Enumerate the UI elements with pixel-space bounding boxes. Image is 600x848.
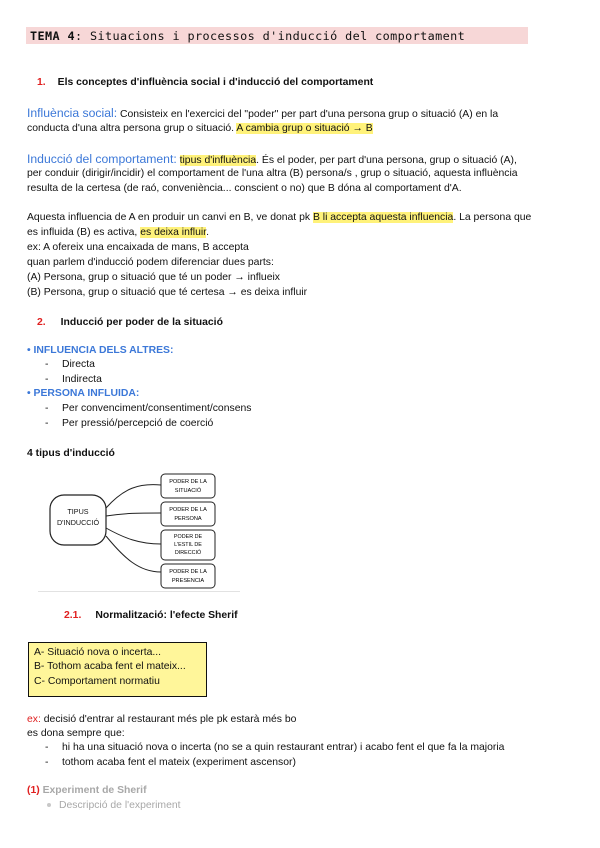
diagram-box-direccio-line1: PODER DE xyxy=(173,534,203,540)
title-prefix: TEMA 4 xyxy=(30,29,76,43)
sherif-item-c: C- Comportament normatiu xyxy=(34,676,160,687)
list-item: - hi ha una situació nova o incerta (no se a quin restaurant entrar) i acabo fent el que fa la majoria xyxy=(45,742,505,753)
experiment-item-text: Descripció de l'experiment xyxy=(59,800,181,811)
para-highlight1: B li accepta aquesta influencia xyxy=(312,212,454,223)
list-item-text: Per pressió/percepció de coerció xyxy=(62,418,214,429)
section-2-1-heading xyxy=(64,610,238,621)
list-item xyxy=(47,800,181,811)
influencia-altres-label: • INFLUENCIA DELS ALTRES: xyxy=(27,345,174,356)
diagram-baseline xyxy=(38,591,240,592)
induccio-line2: per conduir (dirigir/incidir) el comportament de l'una altra (B) persona/s , grup o situació, aquesta influència xyxy=(27,168,518,179)
bullet-icon xyxy=(47,803,51,807)
section-1-number: 1. xyxy=(37,77,46,88)
section-1-title: Els conceptes d'influència social i d'inducció del comportament xyxy=(57,77,374,88)
section-2-1-title: Normalització: l'efecte Sherif xyxy=(95,610,238,621)
list-item-text: Indirecta xyxy=(62,374,102,385)
list-item-text: Per convenciment/consentiment/consens xyxy=(62,403,252,414)
section-2-number: 2. xyxy=(37,317,46,328)
example-line1 xyxy=(27,714,296,725)
list-item: - tothom acaba fent el mateix (experiment ascensor) xyxy=(45,757,296,768)
diagram-box-presencia xyxy=(161,564,215,588)
diagram-box-direccio-line3: DIRECCIÓ xyxy=(174,550,202,556)
influencia-text2: conducta d'una altra persona grup o situació. xyxy=(27,123,237,134)
influencia-text1: Consisteix en l'exercici del "poder" per part d'una persona grup o situació (A) en la xyxy=(117,109,499,120)
para-line5: (A) Persona, grup o situació que té un poder → influeix xyxy=(27,272,280,283)
sherif-item-a: A- Situació nova o incerta... xyxy=(34,647,162,658)
diagram-connector xyxy=(106,536,161,572)
influencia-line1 xyxy=(27,106,498,120)
tipus-heading: 4 tipus d'inducció xyxy=(27,448,115,459)
diagram-center-line1: TIPUS xyxy=(67,507,89,516)
para-text2: es influida (B) es activa, xyxy=(27,227,141,238)
list-item: - Per pressió/percepció de coerció xyxy=(45,418,214,429)
example-label: ex: xyxy=(27,714,41,725)
induccio-line1 xyxy=(27,152,517,166)
diagram-box-persona-line2: PERSONA xyxy=(174,516,202,522)
influencia-highlight: A cambia grup o situació → B xyxy=(236,123,373,134)
induccio-highlight: tipus d'influència xyxy=(179,155,257,166)
diagram-connector xyxy=(106,485,161,508)
diagram-box-persona xyxy=(161,502,215,526)
induccio-text1: . És el poder, per part d'una persona, grup o situació (A), xyxy=(256,155,517,166)
section-2-title: Inducció per poder de la situació xyxy=(60,317,223,328)
para-text2-end: . xyxy=(206,227,209,238)
para-line1 xyxy=(27,212,531,223)
sherif-item-b: B- Tothom acaba fent el mateix... xyxy=(34,661,186,672)
experiment-heading xyxy=(27,785,147,796)
diagram-box-presencia-line1: PODER DE LA xyxy=(169,569,207,575)
diagram-box-situacio xyxy=(161,474,215,498)
para-text1-end: . La persona que xyxy=(453,212,532,223)
diagram-connector xyxy=(106,513,161,516)
list-item-text: hi ha una situació nova o incerta (no se a quin restaurant entrar) i acabo fent el que fa la majoria xyxy=(62,742,505,753)
diagram-box-presencia-line2: PRESENCIA xyxy=(171,578,205,584)
influencia-line2 xyxy=(27,123,373,134)
list-item: - Per convenciment/consentiment/consens xyxy=(45,403,252,414)
influencia-term: Influència social: xyxy=(27,106,118,120)
diagram-box-situacio-line1: PODER DE LA xyxy=(169,479,207,485)
para-line6: (B) Persona, grup o situació que té certesa → es deixa influir xyxy=(27,287,308,298)
diagram-center-line2: D'INDUCCIÓ xyxy=(56,518,100,527)
diagram-connector xyxy=(106,528,161,544)
list-item-text: tothom acaba fent el mateix (experiment ascensor) xyxy=(62,757,296,768)
experiment-number: (1) xyxy=(27,785,40,796)
induccio-term: Inducció del comportament: xyxy=(27,152,177,166)
section-2-heading xyxy=(37,317,223,328)
list-item: - Indirecta xyxy=(45,374,102,385)
list-item: - Directa xyxy=(45,359,95,370)
para-line3: ex: A ofereix una encaixada de mans, B accepta xyxy=(27,242,249,253)
persona-influida-label: • PERSONA INFLUIDA: xyxy=(27,388,140,399)
experiment-title: Experiment de Sherif xyxy=(39,785,147,796)
induccio-diagram xyxy=(39,468,239,592)
example-line2: es dona sempre que: xyxy=(27,728,125,739)
induccio-line3: resulta de la certesa (de raó, conveniència... conscient o no) que B dóna al comportament d'A. xyxy=(27,183,462,194)
section-1-heading xyxy=(37,77,373,88)
title-rest: : Situacions i processos d'inducció del comportament xyxy=(75,29,466,43)
diagram-box-situacio-line2: SITUACIÓ xyxy=(174,488,202,494)
para-line2 xyxy=(27,227,209,238)
para-line4: quan parlem d'inducció podem diferenciar dues parts: xyxy=(27,257,274,268)
diagram-box-persona-line1: PODER DE LA xyxy=(169,507,207,513)
para-text1: Aquesta influencia de A en produir un canvi en B, ve donat pk xyxy=(27,212,313,223)
diagram-box-direccio-line2: L'ESTIL DE xyxy=(174,542,202,548)
example-text1: decisió d'entrar al restaurant més ple pk estarà més bo xyxy=(40,714,297,725)
section-2-1-number: 2.1. xyxy=(64,610,82,621)
para-highlight2: es deixa influir xyxy=(140,227,207,238)
page-title xyxy=(30,29,465,43)
list-item-text: Directa xyxy=(62,359,95,370)
